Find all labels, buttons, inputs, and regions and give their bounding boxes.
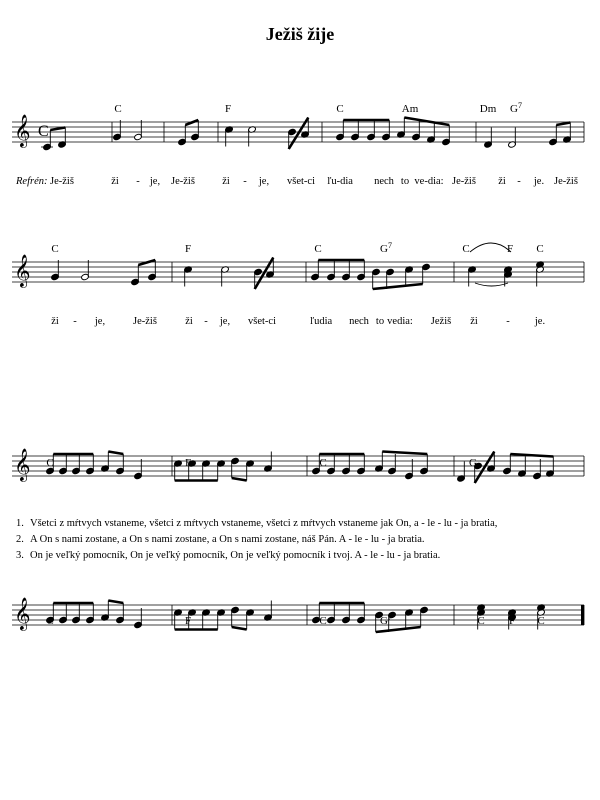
lyric-syllable: vedia:	[387, 316, 413, 327]
treble-clef: 𝄞	[14, 597, 31, 630]
lyric-syllable: nech	[349, 316, 369, 327]
lyric-syllable: -	[243, 176, 247, 187]
lyric-line: On je veľký pomocník, On je veľký pomocník, On je veľký pomocník i tvoj. A - le - lu - ja bratia.	[30, 550, 441, 561]
lyric-syllable: všet-ci	[248, 316, 276, 327]
lyric-syllable: -	[136, 176, 140, 187]
chord-symbol: G	[469, 457, 477, 469]
lyric-line: Všetci z mŕtvych vstaneme, všetci z mŕtvych vstaneme, všetci z mŕtvych vstaneme jak On, a - le - lu - ja bratia,	[30, 518, 498, 529]
chord-symbol: C	[462, 243, 470, 255]
chord-symbol: F	[224, 103, 232, 115]
chord-symbol: F	[184, 615, 192, 627]
note-beam	[373, 284, 423, 289]
lyric-syllable: je,	[94, 316, 106, 327]
chord-symbol: Dm	[479, 103, 497, 115]
note-beam	[50, 128, 65, 131]
chord-symbol: C	[536, 243, 544, 255]
refrain-label: Refrén:	[16, 176, 48, 187]
lyric-syllable: je,	[258, 176, 270, 187]
chord-symbol: C	[314, 243, 322, 255]
lyric-syllable: -	[517, 176, 521, 187]
song-title: Ježiš žije	[265, 24, 335, 44]
lyric-syllable: ľudia	[309, 316, 333, 327]
lyric-syllable: všet-ci	[287, 176, 315, 187]
lyric-syllable: Je-žiš	[133, 316, 157, 327]
lyric-syllable: -	[73, 316, 77, 327]
note-beam	[382, 452, 427, 455]
note-beam	[376, 627, 421, 632]
chord-symbol: C	[477, 615, 485, 627]
lyric-syllable: je,	[149, 176, 161, 187]
lyric-syllable: Je-žiš	[554, 176, 578, 187]
chord-symbol: C	[46, 615, 54, 627]
chord-symbol: Am	[401, 103, 419, 115]
chord-symbol: $G^7$	[510, 101, 522, 115]
lyric-syllable: je.	[533, 176, 545, 187]
note-beam	[404, 118, 449, 126]
lyric-syllable: ži	[185, 316, 193, 327]
note-beam	[232, 478, 247, 481]
lyric-syllable: ve-dia:	[414, 176, 444, 187]
lyric-syllable: to	[400, 176, 410, 187]
lyric-syllable: ži	[222, 176, 230, 187]
verse-number: 3.	[16, 550, 24, 561]
note-beam	[185, 120, 198, 125]
note-beam	[556, 123, 570, 126]
treble-clef: 𝄞	[14, 448, 31, 481]
treble-clef: 𝄞	[14, 114, 31, 147]
lyric-line: A On s nami zostane, a On s nami zostane, a On s nami zostane, náš Pán. A - le - lu - ja bratia.	[30, 534, 425, 545]
chord-symbol: C	[51, 243, 59, 255]
lyric-syllable: Je-žiš	[452, 176, 476, 187]
lyric-syllable: je,	[219, 316, 231, 327]
note-beam	[108, 452, 123, 455]
note-beam	[232, 627, 247, 630]
lyric-syllable: Je-žiš	[50, 176, 74, 187]
chord-symbol: $G^7$	[380, 241, 392, 255]
lyric-syllable: ži	[111, 176, 119, 187]
chord-symbol: C	[537, 615, 545, 627]
lyric-syllable: -	[204, 316, 208, 327]
time-signature: C	[38, 123, 49, 140]
tie	[475, 283, 508, 286]
lyric-syllable: Je-žiš	[171, 176, 195, 187]
chord-symbol: C	[319, 615, 327, 627]
chord-symbol: F	[508, 615, 516, 627]
chord-symbol: C	[46, 457, 54, 469]
chord-symbol: F	[184, 457, 192, 469]
lyric-syllable: je.	[534, 316, 546, 327]
lyric-syllable: ži	[498, 176, 506, 187]
lyric-syllable: ži	[51, 316, 59, 327]
chord-symbol: C	[319, 457, 327, 469]
verse-number: 2.	[16, 534, 24, 545]
verse-number: 1.	[16, 518, 24, 529]
lyric-syllable: ľu-dia	[327, 176, 353, 187]
lyric-syllable: ži	[470, 316, 478, 327]
lyric-syllable: to	[375, 316, 385, 327]
chord-symbol: F	[506, 243, 514, 255]
note-beam	[138, 260, 155, 265]
lyric-syllable: Ježiš	[430, 316, 452, 327]
lyric-syllable: -	[506, 316, 510, 327]
chord-symbol: $G^7$	[380, 613, 392, 627]
chord-symbol: C	[336, 103, 344, 115]
final-bar-line	[581, 605, 584, 625]
treble-clef: 𝄞	[14, 254, 31, 287]
chord-symbol: C	[114, 103, 122, 115]
note-beam	[108, 601, 123, 604]
slur	[470, 243, 511, 252]
lyric-syllable: nech	[374, 176, 394, 187]
chord-symbol: F	[184, 243, 192, 255]
